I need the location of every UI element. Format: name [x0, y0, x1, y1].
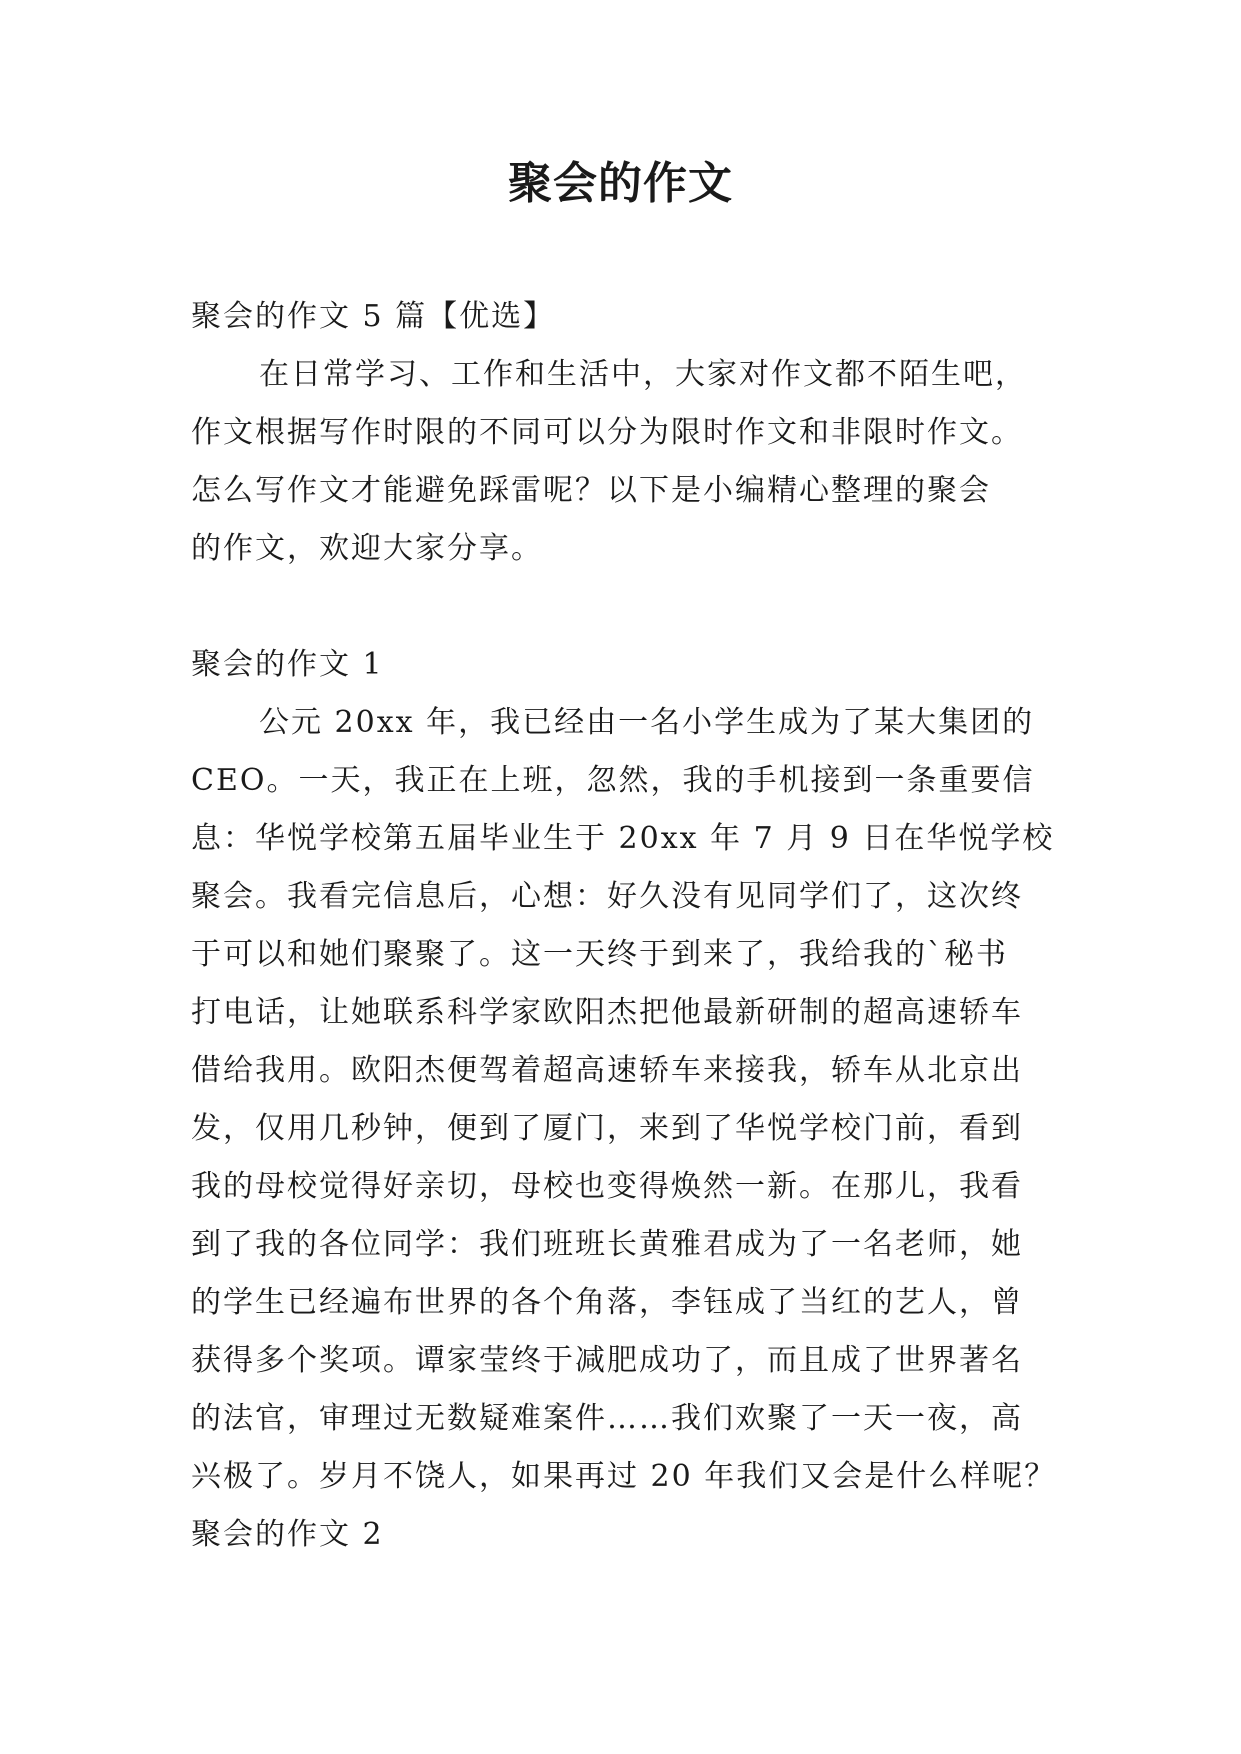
- intro-line: 在日常学习、工作和生活中，大家对作文都不陌生吧，: [259, 357, 1027, 392]
- section-line: 发，仅用几秒钟，便到了厦门，来到了华悦学校门前，看到: [191, 1111, 1023, 1146]
- section-line: 公元 20xx 年，我已经由一名小学生成为了某大集团的: [259, 705, 1035, 740]
- section-line: 聚会。我看完信息后，心想：好久没有见同学们了，这次终: [191, 879, 1023, 914]
- section-heading: 聚会的作文 1: [191, 647, 384, 682]
- section-line: 息：华悦学校第五届毕业生于 20xx 年 7 月 9 日在华悦学校: [191, 821, 1055, 856]
- section-line: CEO。一天，我正在上班，忽然，我的手机接到一条重要信: [191, 763, 1035, 798]
- section-line: 于可以和她们聚聚了。这一天终于到来了，我给我的`秘书: [191, 937, 1008, 972]
- document-body: [191, 288, 1071, 1564]
- intro-line: 怎么写作文才能避免踩雷呢？以下是小编精心整理的聚会: [191, 473, 991, 508]
- section-line: 的法官，审理过无数疑难案件……我们欢聚了一天一夜，高: [191, 1401, 1023, 1436]
- section-line: 获得多个奖项。谭家莹终于减肥成功了，而且成了世界著名: [191, 1343, 1023, 1378]
- section-heading: 聚会的作文 2: [191, 1517, 384, 1552]
- section-line: 兴极了。岁月不饶人，如果再过 20 年我们又会是什么样呢？: [191, 1459, 1057, 1494]
- document-title: 聚会的作文: [508, 158, 733, 209]
- intro-line: 的作文，欢迎大家分享。: [191, 531, 543, 566]
- section-line: 借给我用。欧阳杰便驾着超高速轿车来接我，轿车从北京出: [191, 1053, 1023, 1088]
- section-line: 打电话，让她联系科学家欧阳杰把他最新研制的超高速轿车: [191, 995, 1023, 1030]
- document-subtitle: 聚会的作文 5 篇【优选】: [191, 299, 556, 334]
- section-line: 的学生已经遍布世界的各个角落，李钰成了当红的艺人，曾: [191, 1285, 1023, 1320]
- intro-line: 作文根据写作时限的不同可以分为限时作文和非限时作文。: [191, 415, 1023, 450]
- paragraph-gap: [191, 578, 1071, 636]
- section-line: 我的母校觉得好亲切，母校也变得焕然一新。在那儿，我看: [191, 1169, 1023, 1204]
- section-line: 到了我的各位同学：我们班班长黄雅君成为了一名老师，她: [191, 1227, 1023, 1262]
